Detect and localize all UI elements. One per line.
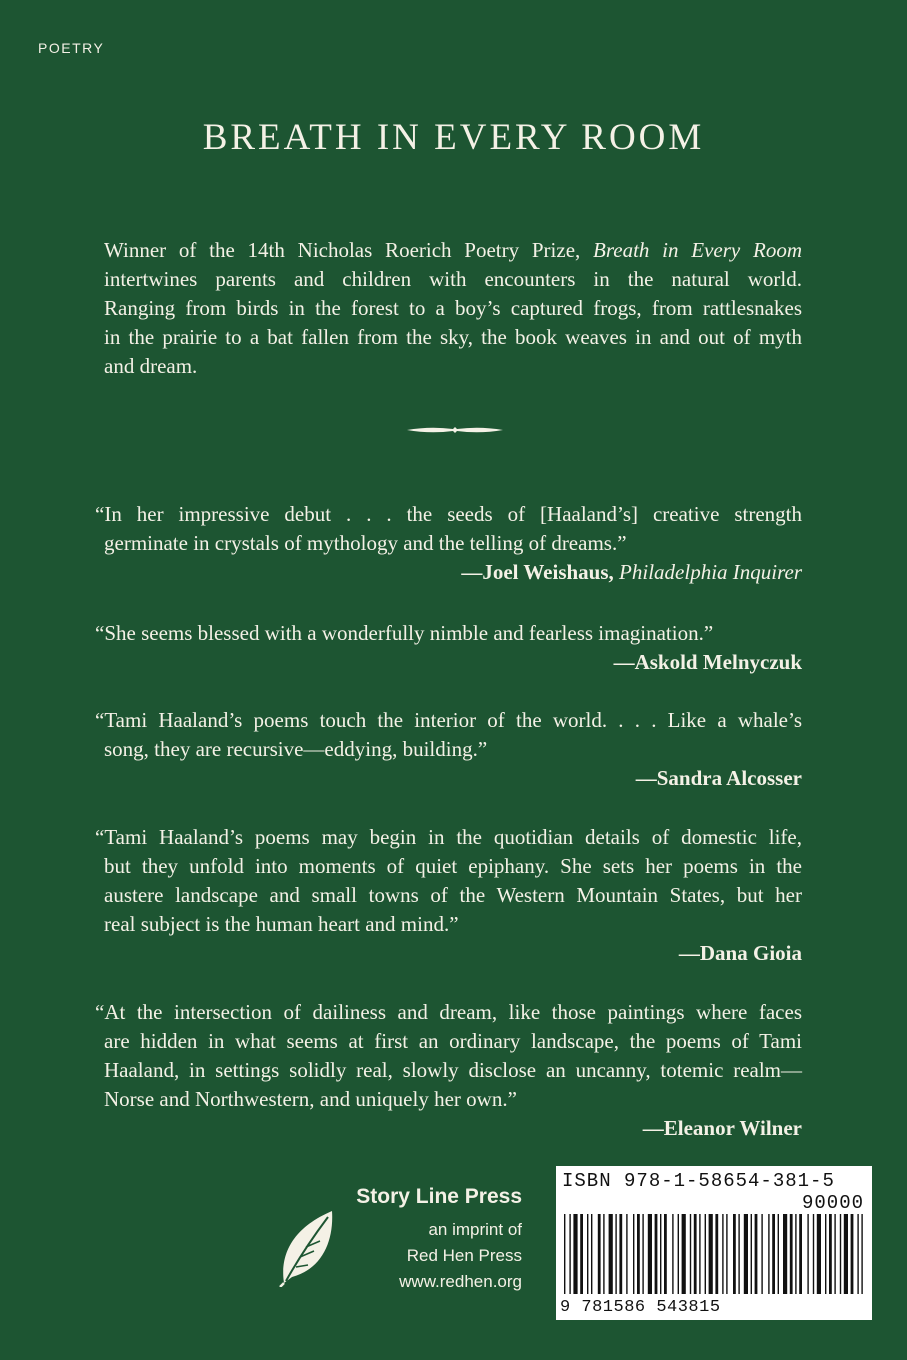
isbn-number: ISBN 978-1-58654-381-5	[562, 1170, 835, 1192]
blurb-line: and dream.	[104, 354, 198, 378]
blurb-title-italic: Breath in Every Room	[593, 238, 802, 262]
quote-text: “Tami Haaland’s poems touch the interior of the world. . . . Like a whale’s song, they are recursive—eddying, building.”	[95, 708, 802, 761]
blurb-line: in the prairie to a bat fallen from the sky, the book weaves in and out of myth	[104, 325, 802, 349]
quote-attribution: —Askold Melnyczuk	[613, 650, 802, 674]
barcode-bars	[562, 1214, 866, 1296]
review-quote	[95, 706, 802, 793]
ean-digits: 9 781586 543815	[560, 1298, 721, 1317]
quote-text: “She seems blessed with a wonderfully nimble and fearless imagination.”	[95, 621, 714, 645]
category-label: POETRY	[38, 40, 105, 56]
publisher-info	[280, 1185, 522, 1295]
review-quote	[95, 998, 802, 1143]
ornament-divider-icon	[405, 424, 505, 436]
quote-attribution: —Sandra Alcosser	[635, 766, 802, 790]
price-code: 90000	[801, 1192, 864, 1214]
publisher-line: an imprint of	[428, 1220, 522, 1239]
blurb-line: Winner of the 14th Nicholas Roerich Poetry Prize, Breath in Every Room	[104, 238, 802, 262]
publisher-website: www.redhen.org	[399, 1272, 522, 1291]
blurb-line: Ranging from birds in the forest to a boy’s captured frogs, from rattlesnakes	[104, 296, 802, 320]
quote-attribution: —Dana Gioia	[678, 941, 802, 965]
book-title: BREATH IN EVERY ROOM	[202, 117, 705, 158]
quote-attribution: —Joel Weishaus, Philadelphia Inquirer	[461, 560, 802, 584]
isbn-barcode	[556, 1166, 872, 1320]
quote-text: “In her impressive debut . . . the seeds of [Haaland’s] creative strength germinate in crystals of mythology and the telling of dreams.”	[95, 502, 802, 555]
quote-text: “At the intersection of dailiness and dream, like those paintings where faces are hidden in what seems at first an ordinary landscape, the poems of Tami Haaland, in settings solidly real, slowly disclose an uncanny, totemic realm— Norse and Northwestern, and uniquely her own.”	[95, 1000, 802, 1111]
publisher-name: Story Line Press	[356, 1185, 522, 1208]
review-quote	[95, 500, 802, 587]
quote-text: “Tami Haaland’s poems may begin in the quotidian details of domestic life, but they unfold into moments of quiet epiphany. She sets her poems in the austere landscape and small towns of the Western Mountain States, but her real subject is the human heart and mind.”	[95, 825, 802, 936]
book-blurb	[104, 236, 802, 381]
review-quote	[95, 619, 802, 677]
quote-attribution: —Eleanor Wilner	[642, 1116, 802, 1140]
review-quote	[95, 823, 802, 968]
publisher-line: Red Hen Press	[406, 1246, 522, 1265]
blurb-line: intertwines parents and children with encounters in the natural world.	[104, 267, 802, 291]
